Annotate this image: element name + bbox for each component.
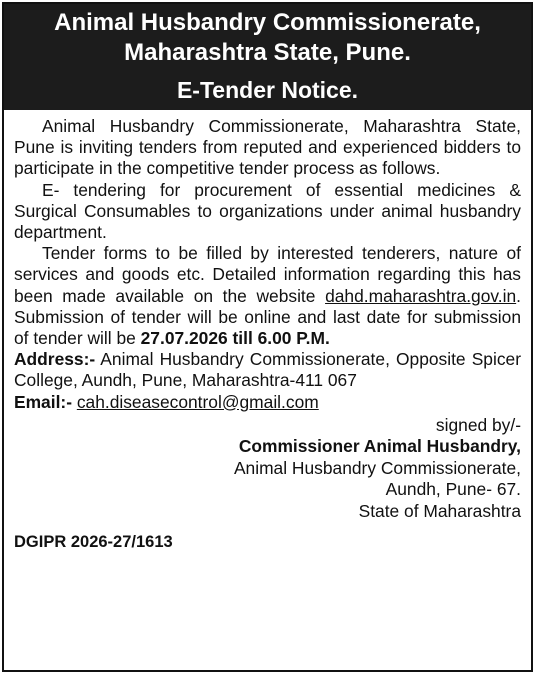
address-label: Address:- [14, 349, 96, 370]
tender-notice [2, 2, 533, 672]
notice-header [4, 4, 531, 110]
email-label: Email:- [14, 391, 72, 412]
intro-paragraph: Animal Husbandry Commissionerate, Maharashtra State, Pune is inviting tenders from reputed and experienced bidders to participate in the competitive tender process as follows. [14, 116, 521, 179]
email-link[interactable]: cah.diseasecontrol@gmail.com [76, 391, 319, 412]
reference-number: DGIPR 2026-27/1613 [14, 533, 173, 552]
scope-paragraph: E- tendering for procurement of essential medicines & Surgical Consumables to organizations under animal husbandry department. [14, 179, 521, 243]
address-text: Animal Husbandry Commissionerate, Opposite Spicer College, Aundh, Pune, Maharashtra-411 067 [14, 349, 521, 391]
forms-text-part2: . Submission of tender will be online and last date for submission of tender will be [14, 285, 521, 349]
notice-body [4, 110, 531, 554]
signature-block [14, 436, 521, 522]
email-block [14, 392, 521, 413]
signatory-office: Animal Husbandry Commissionerate, [233, 457, 521, 478]
signatory-location: Aundh, Pune- 67. [385, 479, 521, 500]
notice-title: Animal Husbandry Commissionerate, Maharashtra State, Pune. [54, 9, 481, 66]
signatory-state: State of Maharashtra [358, 500, 521, 521]
address-block [14, 349, 521, 391]
signed-by: signed by/- [435, 414, 521, 435]
website-link[interactable]: dahd.maharashtra.gov.in [325, 285, 517, 306]
notice-subtitle: E-Tender Notice. [176, 77, 359, 103]
deadline-date: 27.07.2026 till 6.00 P.M. [140, 328, 330, 349]
forms-paragraph [14, 243, 521, 349]
forms-text-part1: Tender forms to be filled by interested tenderers, nature of services and goods etc. Detailed information regarding this has been made available on the website [14, 243, 521, 306]
signatory-designation: Commissioner Animal Husbandry, [238, 436, 521, 457]
